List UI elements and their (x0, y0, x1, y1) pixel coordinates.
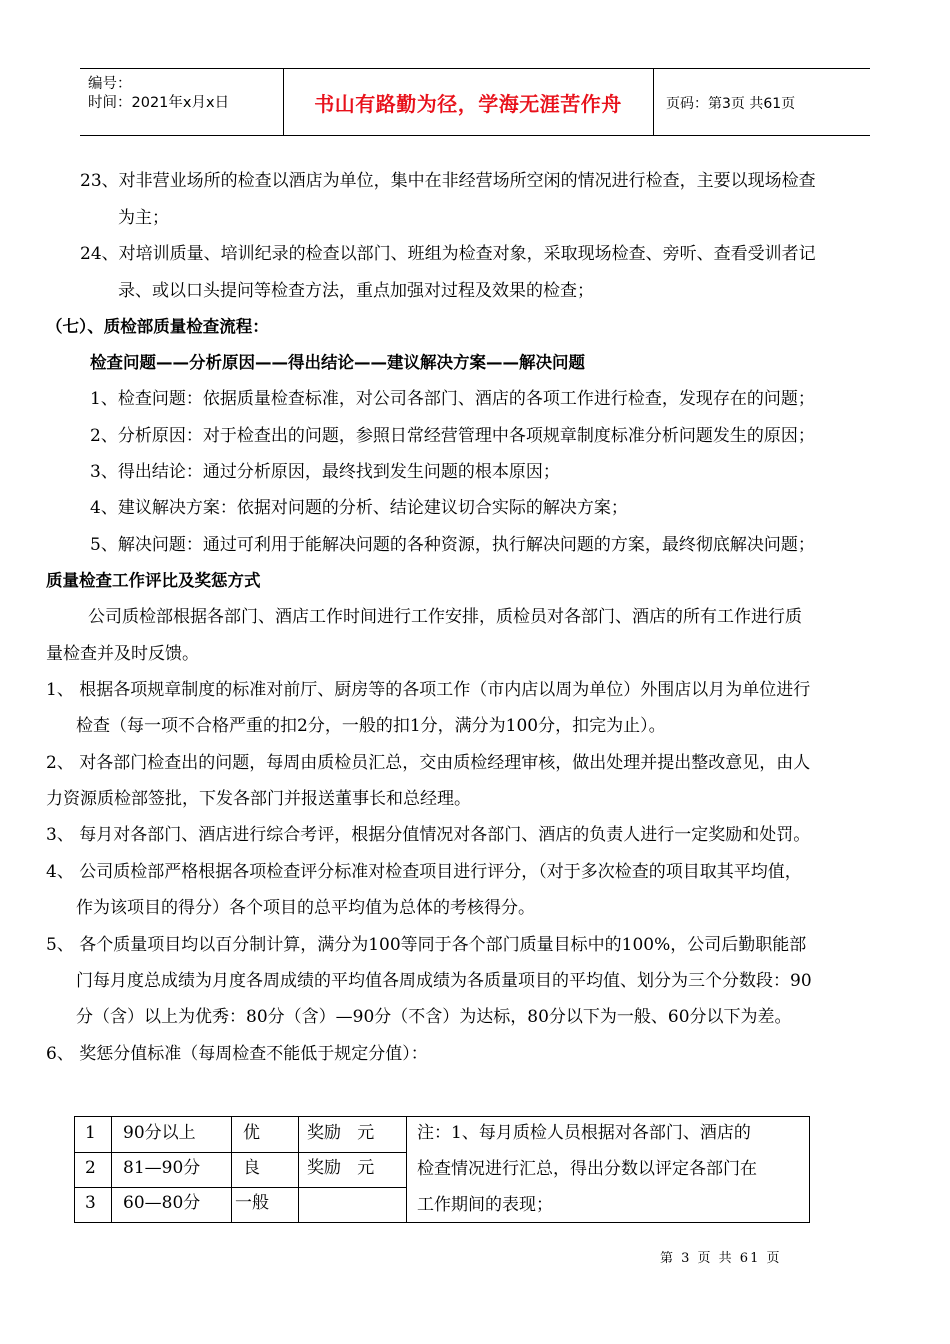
list-item-continued: 检查（每一项不合格严重的扣2分，一般的扣1分，满分为100分，扣完为止）。 (76, 716, 666, 736)
table-cell-no: 1 (85, 1123, 96, 1143)
section-heading: （七）、质检部质量检查流程： (46, 317, 269, 336)
list-item: 4、 公司质检部严格根据各项检查评分标准对检查项目进行评分，（对于多次检查的项目取其平均值， (46, 862, 802, 882)
document-header (80, 68, 870, 136)
table-cell-reward: 奖励 元 (307, 1158, 375, 1178)
paragraph-line: 24、对培训质量、培训纪录的检查以部门、班组为检查对象，采取现场检查、旁听、查看受训者记 (80, 244, 816, 264)
table-cell-no: 3 (85, 1193, 96, 1213)
list-item: 2、分析原因：对于检查出的问题，参照日常经营管理中各项规章制度标准分析问题发生的原因； (90, 426, 815, 446)
list-item: 5、 各个质量项目均以百分制计算，满分为100等同于各个部门质量目标中的100%，公司后勤职能部 (46, 935, 807, 955)
header-divider (653, 69, 654, 135)
list-item: 2、 对各部门检查出的问题，每周由质检员汇总，交由质检经理审核，做出处理并提出整改意见，由人 (46, 753, 811, 773)
reward-table (74, 1116, 810, 1223)
header-meta (88, 75, 229, 113)
list-item: 3、 每月对各部门、酒店进行综合考评，根据分值情况对各部门、酒店的负责人进行一定奖励和处罚。 (46, 825, 811, 845)
list-item-continued: 力资源质检部签批，下发各部门并报送董事长和总经理。 (46, 789, 471, 809)
paragraph-line: 为主； (118, 208, 169, 228)
list-item-continued: 分（含）以上为优秀：80分（含）—90分（不含）为达标，80分以下为一般、60分以下为差。 (76, 1007, 792, 1027)
table-row-line (75, 1187, 406, 1188)
table-cell-range: 90分以上 (123, 1123, 196, 1143)
table-note-line: 检查情况进行汇总，得出分数以评定各部门在 (417, 1159, 757, 1179)
page-footer: 第 3 页 共 61 页 (660, 1251, 782, 1266)
table-cell-range: 81—90分 (123, 1158, 201, 1178)
list-item: 4、建议解决方案：依据对问题的分析、结论建议切合实际的解决方案； (90, 498, 628, 518)
list-item-continued: 作为该项目的得分）各个项目的总平均值为总体的考核得分。 (76, 898, 535, 918)
list-item-continued: 门每月度总成绩为月度各周成绩的平均值各周成绩为各质量项目的平均值、划分为三个分数段：90 (76, 971, 812, 991)
paragraph-line: 量检查并及时反馈。 (46, 644, 199, 664)
list-item: 6、 奖惩分值标准（每周检查不能低于规定分值）： (46, 1044, 428, 1064)
header-motto: 书山有路勤为径，学海无涯苦作舟 (314, 91, 622, 116)
table-col-line (111, 1117, 112, 1222)
paragraph-line: 录、或以口头提问等检查方法，重点加强对过程及效果的检查； (118, 281, 594, 301)
list-item: 1、 根据各项规章制度的标准对前厅、厨房等的各项工作（市内店以周为单位）外围店以月为单位进行 (46, 680, 811, 700)
list-item: 1、检查问题：依据质量检查标准，对公司各部门、酒店的各项工作进行检查，发现存在的问题； (90, 389, 815, 409)
table-note-line: 注：1、每月质检人员根据对各部门、酒店的 (417, 1123, 751, 1143)
table-col-line (231, 1117, 232, 1222)
table-cell-no: 2 (85, 1158, 96, 1178)
header-page-info: 页码：第3页 共61页 (666, 96, 796, 112)
list-item: 5、解决问题：通过可利用于能解决问题的各种资源，执行解决问题的方案，最终彻底解决问题； (90, 535, 815, 555)
process-flow: 检查问题——分析原因——得出结论——建议解决方案——解决问题 (90, 353, 585, 372)
table-cell-range: 60—80分 (123, 1193, 201, 1213)
table-cell-grade: 优 (243, 1123, 260, 1143)
table-row-line (75, 1152, 406, 1153)
section-heading: 质量检查工作评比及奖惩方式 (46, 571, 261, 590)
table-cell-grade: 良 (243, 1158, 260, 1178)
paragraph-line: 公司质检部根据各部门、酒店工作时间进行工作安排，质检员对各部门、酒店的所有工作进行质 (88, 607, 802, 627)
table-col-line (298, 1117, 299, 1222)
list-item: 3、得出结论：通过分析原因，最终找到发生问题的根本原因； (90, 462, 560, 482)
number-label: 编号： (88, 76, 132, 92)
table-cell-reward: 奖励 元 (307, 1123, 375, 1143)
paragraph-line: 23、对非营业场所的检查以酒店为单位，集中在非经营场所空闲的情况进行检查，主要以现场检查 (80, 171, 816, 191)
time-label: 时间：2021年x月x日 (88, 95, 230, 111)
table-col-line (406, 1117, 407, 1222)
table-note-line: 工作期间的表现； (417, 1195, 553, 1215)
table-cell-grade: 一般 (235, 1193, 269, 1213)
